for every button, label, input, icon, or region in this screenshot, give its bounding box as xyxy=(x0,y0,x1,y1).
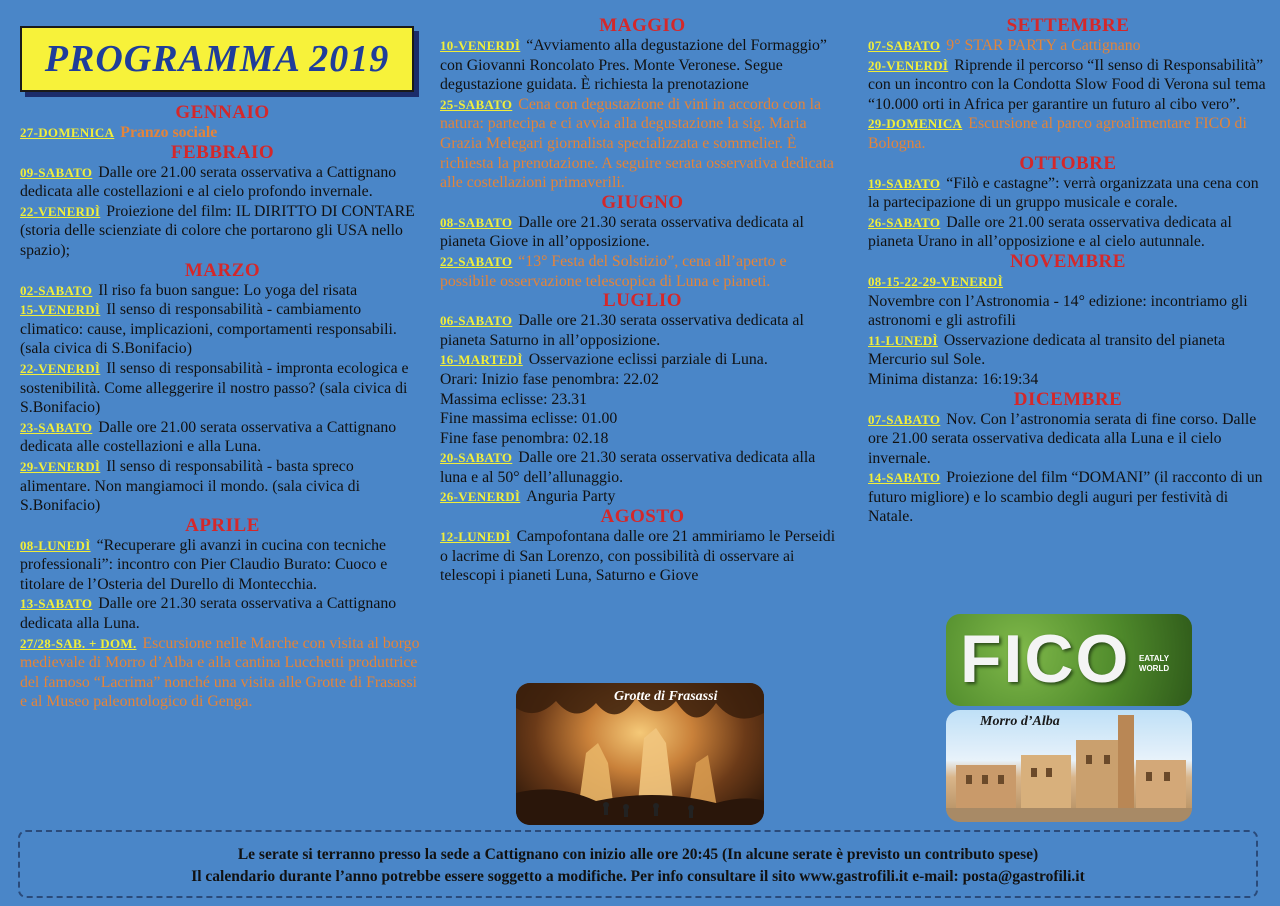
event-item xyxy=(868,331,1268,370)
event-item xyxy=(868,272,1268,292)
month-agosto: AGOSTO xyxy=(600,506,685,528)
event-item xyxy=(20,359,425,418)
event-text: Proiezione del film: IL DIRITTO DI CONTARE (storia delle scienziate di colore che portarono gli USA nello spazio); xyxy=(20,202,415,259)
event-date: 25-SABATO xyxy=(440,96,513,112)
event-date: 29-VENERDÌ xyxy=(20,458,101,474)
event-date: 14-SABATO xyxy=(868,470,941,486)
event-item xyxy=(20,300,425,359)
event-text: Escursione al parco agroalimentare FICO di Bologna. xyxy=(868,115,1247,152)
event-item xyxy=(20,281,425,301)
event-text: Proiezione del film “DOMANI” (il racconto di un futuro migliore) e lo scambio degli auguri per festività di Natale. xyxy=(868,469,1263,526)
fico-photo xyxy=(946,614,1192,706)
event-text: Cena con degustazione di vini in accordo con la natura: partecipa e ci avvia alla degustazione la sig. Maria Grazia Melegari giornalista specializzata e sommelier. È richiesta la prenotazione. A seguire serata osservativa dedicata alle costellazioni primaverili. xyxy=(440,95,834,192)
event-text: Dalle ore 21.30 serata osservativa dedicata al pianeta Saturno in all’opposizione. xyxy=(440,312,804,349)
event-text: Riprende il percorso “Il senso di Responsabilità” con un incontro con la Condotta Slow Food di Verona sul tema “10.000 orti in Africa per garantire un futuro al cibo vero”. xyxy=(868,56,1266,113)
event-date: 06-SABATO xyxy=(440,313,513,329)
event-text: Nov. Con l’astronomia serata di fine corso. Dalle ore 21.00 serata osservativa dedicata alla Luna e il cielo invernale. xyxy=(868,410,1257,467)
month-gennaio: GENNAIO xyxy=(175,102,270,123)
event-item xyxy=(440,252,845,291)
event-date: 27/28-SAB. + DOM. xyxy=(20,635,137,651)
month-luglio: LUGLIO xyxy=(602,290,683,312)
event-text: Campofontana dalle ore 21 ammiriamo le Perseidi o lacrime di San Lorenzo, con possibilità di osservare ai telescopi i pianeti Luna, Saturno e Giove xyxy=(440,528,836,585)
month-maggio: MAGGIO xyxy=(599,15,686,36)
photo-caption: Morro d’Alba xyxy=(980,714,1060,729)
month-giugno: GIUGNO xyxy=(601,191,684,213)
event-item xyxy=(20,634,425,712)
month-dicembre: DICEMBRE xyxy=(1013,388,1123,410)
event-text: “13° Festa del Solstizio”, cena all’aperto e possibile osservazione telescopica di Luna e pianeti. xyxy=(440,252,787,290)
event-date: 16-MARTEDÌ xyxy=(440,352,523,368)
month-settembre: SETTEMBRE xyxy=(1006,15,1130,36)
event-item xyxy=(20,123,425,143)
event-date: 07-SABATO xyxy=(868,411,941,427)
event-text: Dalle ore 21.30 serata osservativa dedicata al pianeta Giove in all’opposizione. xyxy=(440,213,804,251)
month-aprile: APRILE xyxy=(185,514,260,536)
event-date: 20-SABATO xyxy=(440,450,513,466)
event-item xyxy=(868,114,1268,153)
footer-line-2: Il calendario durante l’anno potrebbe essere soggetto a modifiche. Per info consultare il sito www.gastrofili.it e-mail: posta@gastrofili.it xyxy=(191,868,1085,885)
event-text: Il senso di responsabilità - basta spreco alimentare. Non mangiamoci il mondo. (sala civica di S.Bonifacio) xyxy=(20,457,360,515)
event-item xyxy=(868,468,1268,527)
event-text: Il senso di responsabilità - impronta ecologica e sostenibilità. Come alleggerire il nostro passo? (sala civica di S.Bonifacio) xyxy=(20,359,409,417)
column-3 xyxy=(868,16,1268,527)
event-item xyxy=(20,418,425,457)
morro-alba-photo xyxy=(946,710,1192,822)
event-item xyxy=(20,457,425,516)
event-date: 13-SABATO xyxy=(20,596,93,612)
event-item xyxy=(868,213,1268,252)
event-date: 19-SABATO xyxy=(868,175,941,191)
event-text: Dalle ore 21.00 serata osservativa a Cattignano dedicata alle costellazioni e alla Luna. xyxy=(20,418,397,456)
event-date: 26-VENERDÌ xyxy=(440,489,521,505)
event-item xyxy=(440,213,845,252)
event-item xyxy=(440,95,845,193)
event-date: 12-LUNEDÌ xyxy=(440,529,511,545)
event-item xyxy=(440,448,845,487)
fico-logo: FICO xyxy=(960,621,1131,697)
photo-caption: Grotte di Frasassi xyxy=(614,689,718,704)
eclipse-time: Massima eclisse: 23.31 xyxy=(440,390,587,408)
event-text: Dalle ore 21.30 serata osservativa a Cattignano dedicata alla Luna. xyxy=(20,595,397,633)
event-item xyxy=(20,202,425,261)
page-title: PROGRAMMA 2019 xyxy=(44,38,390,80)
event-item xyxy=(440,36,845,95)
event-date: 02-SABATO xyxy=(20,282,93,298)
event-item xyxy=(440,311,845,350)
event-date: 10-VENERDÌ xyxy=(440,38,521,53)
eclipse-time: Orari: Inizio fase penombra: 22.02 xyxy=(440,370,659,388)
event-date: 15-VENERDÌ xyxy=(20,302,101,318)
event-date: 07-SABATO xyxy=(868,38,941,53)
event-date: 08-15-22-29-VENERDÌ xyxy=(868,273,1003,289)
eataly-badge: EATALY WORLD xyxy=(1138,654,1170,673)
event-item xyxy=(20,536,425,595)
event-text: Il riso fa buon sangue: Lo yoga del risata xyxy=(98,281,358,299)
footer-line-1: Le serate si terranno presso la sede a Cattignano con inizio alle ore 20:45 (In alcune serate è previsto un contributo spese) xyxy=(237,846,1039,863)
event-date: 23-SABATO xyxy=(20,419,93,435)
eclipse-time: Fine fase penombra: 02.18 xyxy=(440,429,609,447)
event-item xyxy=(20,594,425,633)
event-date: 22-SABATO xyxy=(440,253,513,269)
event-text: Dalle ore 21.30 serata osservativa dedicata alla luna e al 50° dell’allunaggio. xyxy=(440,449,816,486)
event-date: 27-DOMENICA xyxy=(20,125,115,140)
event-item xyxy=(20,163,425,202)
event-date: 22-VENERDÌ xyxy=(20,360,101,376)
event-date: 11-LUNEDÌ xyxy=(868,332,938,348)
month-ottobre: OTTOBRE xyxy=(1019,152,1117,174)
event-item xyxy=(868,410,1268,469)
column-1 xyxy=(20,103,425,712)
event-date: 20-VENERDÌ xyxy=(868,57,949,73)
event-text: Osservazione dedicata al transito del pianeta Mercurio sul Sole. xyxy=(868,331,1226,369)
footer-note xyxy=(18,830,1258,898)
grotte-frasassi-photo xyxy=(516,683,764,825)
event-text: Dalle ore 21.00 serata osservativa dedicata al pianeta Urano in all’opposizione e al cielo autunnale. xyxy=(868,213,1232,251)
event-date: 22-VENERDÌ xyxy=(20,203,101,219)
event-item xyxy=(868,36,1268,56)
event-text: “Filò e castagne”: verrà organizzata una cena con la partecipazione di un gruppo musicale e corale. xyxy=(868,174,1259,212)
event-text: “Avviamento alla degustazione del Formaggio” con Giovanni Roncolato Pres. Monte Veronese. Segue degustazione guidata. È richiesta la prenotazione xyxy=(440,37,827,94)
event-text: “Recuperare gli avanzi in cucina con tecniche professionali”: incontro con Pier Claudio Burato: Cuoco e titolare de l’Osteria del Durello di Montecchia. xyxy=(20,536,388,593)
event-date: 29-DOMENICA xyxy=(868,116,963,132)
event-date: 08-LUNEDÌ xyxy=(20,537,91,553)
event-text: Osservazione eclissi parziale di Luna. xyxy=(528,351,768,369)
event-date: 09-SABATO xyxy=(20,164,93,180)
event-item xyxy=(868,174,1268,213)
event-text: Pranzo sociale xyxy=(120,124,218,141)
event-date: 26-SABATO xyxy=(868,214,941,230)
event-text: Escursione nelle Marche con visita al borgo medievale di Morro d’Alba e alla cantina Lucchetti produttrice del famoso “Lacrima” nonché una visita alle Grotte di Frasassi e al Museo paleontologico di Genga. xyxy=(20,634,420,711)
event-text: Anguria Party xyxy=(526,488,616,506)
event-item xyxy=(440,350,845,370)
title-box xyxy=(20,26,414,92)
event-item xyxy=(440,487,845,507)
event-text: Il senso di responsabilità - cambiamento climatico: cause, implicazioni, comportamenti responsabili. (sala civica di S.Bonifacio) xyxy=(20,301,397,358)
transit-time: Minima distanza: 16:19:34 xyxy=(868,370,1039,388)
column-2 xyxy=(440,16,845,586)
event-item xyxy=(868,56,1268,115)
event-text: Dalle ore 21.00 serata osservativa a Cattignano dedicata alle costellazioni e al cielo profondo invernale. xyxy=(20,163,397,201)
event-text: Novembre con l’Astronomia - 14° edizione: incontriamo gli astronomi e gli astrofili xyxy=(868,292,1248,330)
event-item xyxy=(440,527,845,586)
event-date: 08-SABATO xyxy=(440,214,513,230)
event-text: 9° STAR PARTY a Cattignano xyxy=(946,37,1141,54)
month-novembre: NOVEMBRE xyxy=(1010,250,1126,272)
month-marzo: MARZO xyxy=(184,259,261,281)
month-febbraio: FEBBRAIO xyxy=(170,141,275,163)
eclipse-time: Fine massima eclisse: 01.00 xyxy=(440,410,618,428)
